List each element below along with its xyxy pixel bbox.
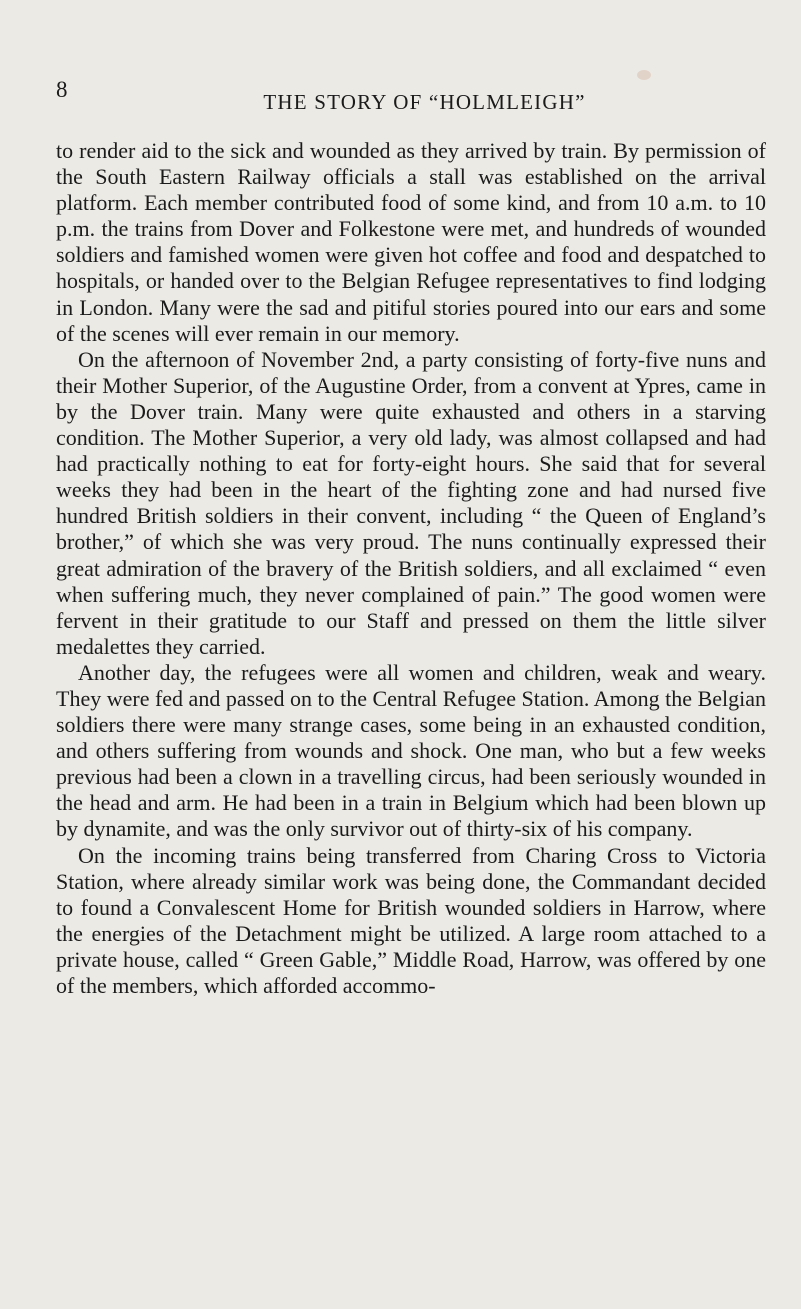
body-text [56, 138, 766, 999]
paragraph-1: to render aid to the sick and wounded as they arrived by train. By permission of the South Eastern Railway officials a stall was established on the arrival platform. Each member contributed food of some kind, and from 10 a.m. to 10 p.m. the trains from Dover and Folkestone were met, and hundreds of wounded soldiers and famished women were given hot coffee and food and despatched to hospitals, or handed over to the Belgian Refugee representatives to find lodging in London. Many were the sad and pitiful stories poured into our ears and some of the scenes will ever remain in our memory. [56, 138, 766, 346]
paragraph-2: On the afternoon of November 2nd, a party consisting of forty-five nuns and their Mother Superior, of the Augustine Order, from a convent at Ypres, came in by the Dover train. Many were quite exhausted and others in a starving condition. The Mother Superior, a very old lady, was almost collapsed and had had practically nothing to eat for forty-eight hours. She said that for several weeks they had been in the heart of the fighting zone and had nursed five hundred British soldiers in their convent, including “ the Queen of England’s brother,” of which she was very proud. The nuns continually expressed their great admiration of the bravery of the British soldiers, and all exclaimed “ even when suffering much, they never complained of pain.” The good women were fervent in their gratitude to our Staff and pressed on them the little silver medalettes they carried. [56, 346, 766, 659]
running-title: THE STORY OF “HOLMLEIGH” [263, 90, 586, 114]
page-number: 8 [56, 77, 68, 102]
paragraph-3: Another day, the refugees were all women and children, weak and weary. They were fed and passed on to the Central Refugee Station. Among the Belgian soldiers there were many strange cases, some being in an exhausted condition, and others suffering from wounds and shock. One man, who but a few weeks previous had been a clown in a travelling circus, had been seriously wounded in the head and arm. He had been in a train in Belgium which had been blown up by dynamite, and was the only survivor out of thirty-six of his company. [56, 659, 766, 842]
paper-smudge [637, 70, 651, 80]
paragraph-4: On the incoming trains being transferred from Charing Cross to Victoria Station, where already similar work was being done, the Commandant decided to found a Convalescent Home for British wounded soldiers in Harrow, where the energies of the Detachment might be utilized. A large room attached to a private house, called “ Green Gable,” Middle Road, Harrow, was offered by one of the members, which afforded accommo- [56, 842, 766, 998]
